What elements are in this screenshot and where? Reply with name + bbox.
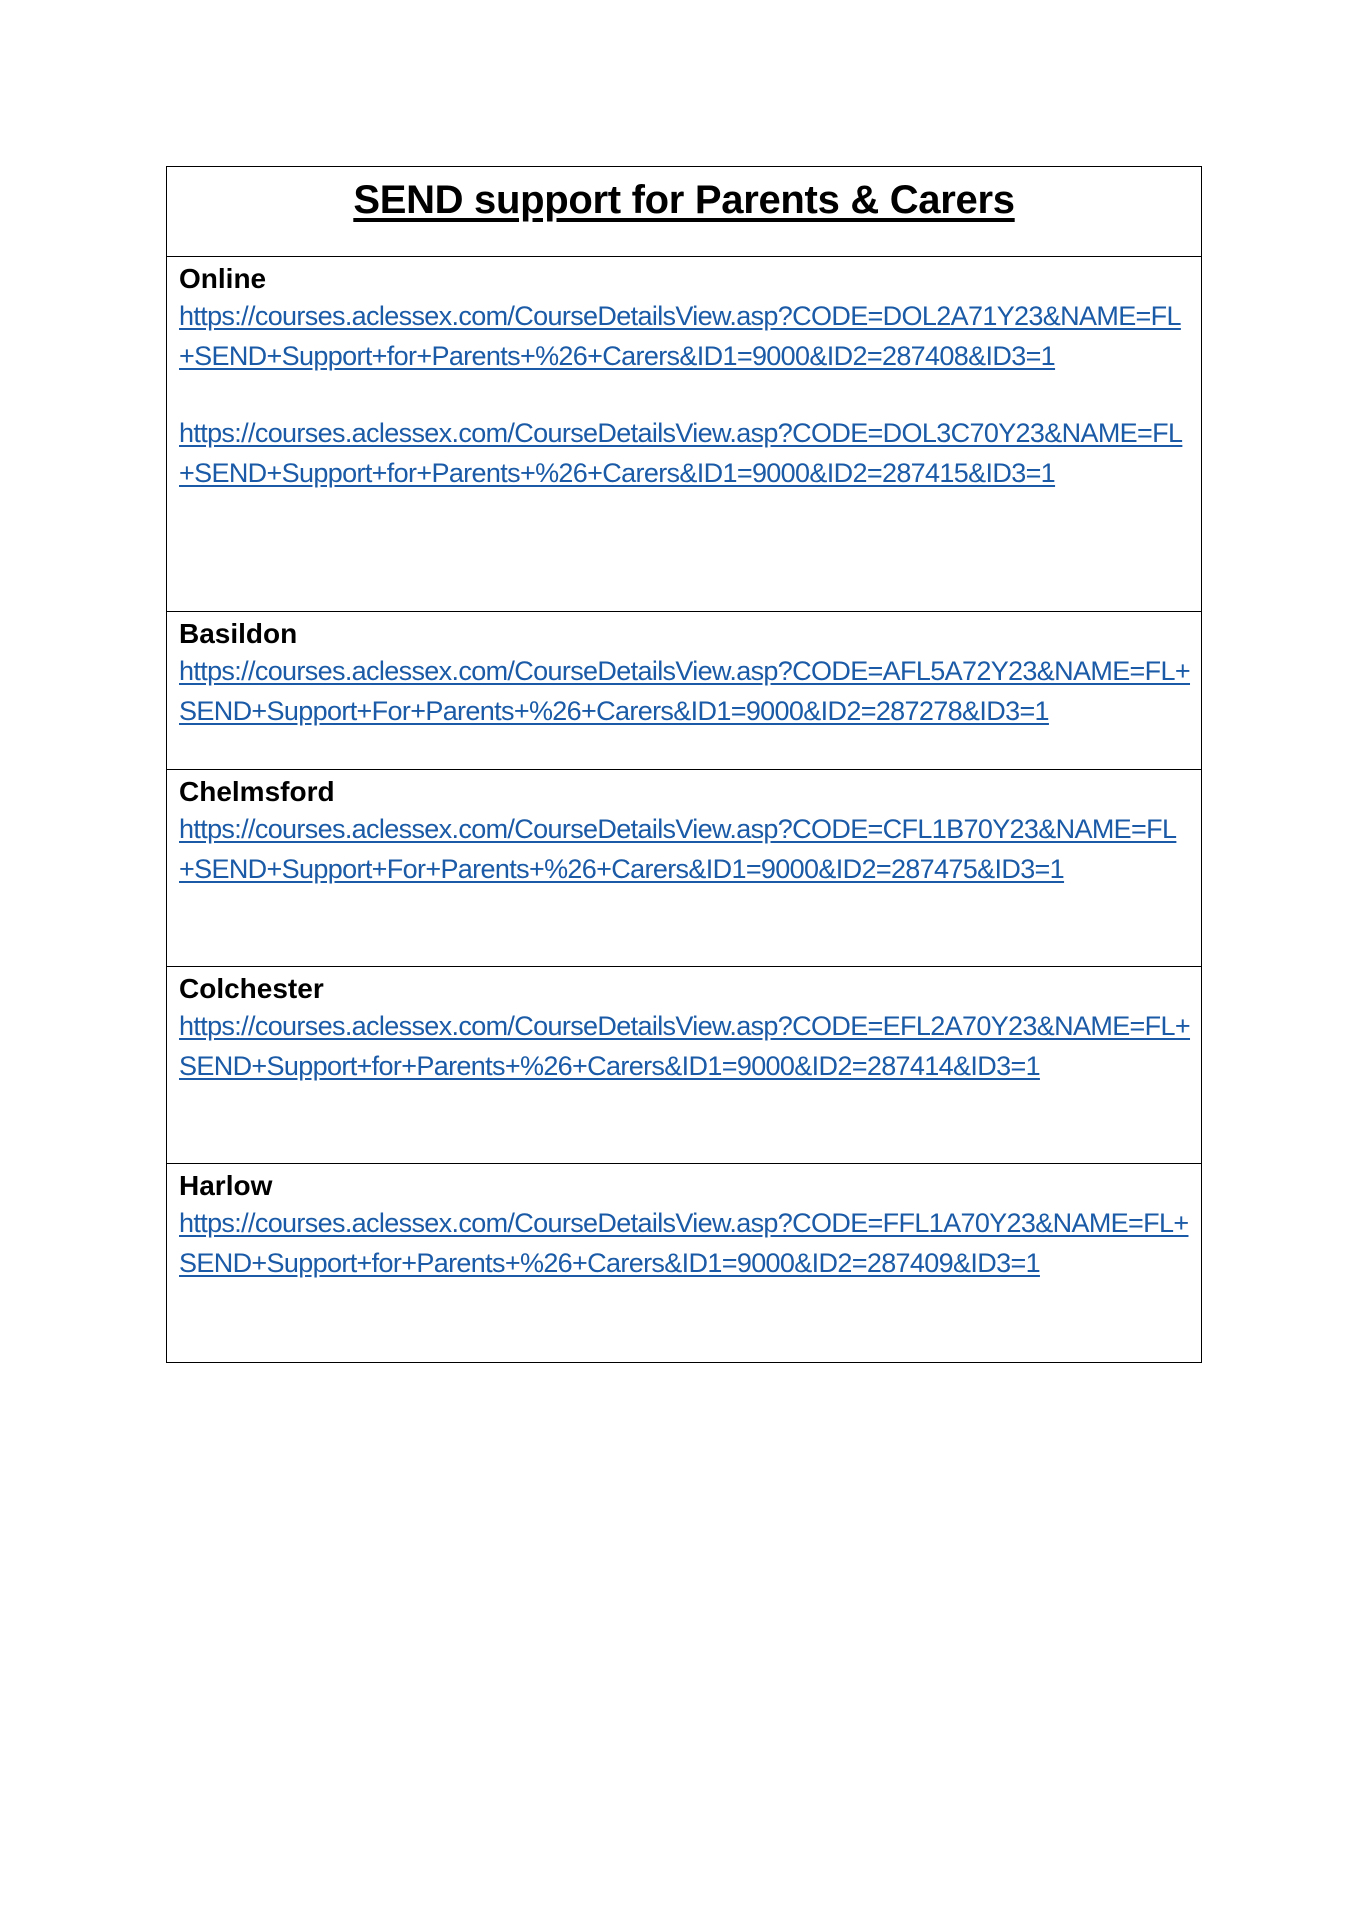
- location-name: Online: [179, 263, 267, 294]
- course-link[interactable]: https://courses.aclessex.com/CourseDetailsView.asp?CODE=AFL5A72Y23&NAME=FL+SEND+Support+For+Parents+%26+Carers&ID1=9000&ID2=287278&ID3=1: [179, 656, 1191, 726]
- location-name: Harlow: [179, 1170, 273, 1201]
- location-row-harlow: [167, 1164, 1201, 1362]
- location-row-chelmsford: [167, 770, 1201, 967]
- course-link[interactable]: https://courses.aclessex.com/CourseDetailsView.asp?CODE=CFL1B70Y23&NAME=FL+SEND+Support+For+Parents+%26+Carers&ID1=9000&ID2=287475&ID3=1: [179, 814, 1177, 884]
- page-title: SEND support for Parents & Carers: [353, 178, 1015, 222]
- location-name: Basildon: [179, 618, 298, 649]
- course-link[interactable]: https://courses.aclessex.com/CourseDetailsView.asp?CODE=DOL2A71Y23&NAME=FL+SEND+Support+for+Parents+%26+Carers&ID1=9000&ID2=287408&ID3=1: [179, 301, 1181, 371]
- location-row-online: [167, 257, 1201, 612]
- course-link[interactable]: https://courses.aclessex.com/CourseDetailsView.asp?CODE=DOL3C70Y23&NAME=FL+SEND+Support+for+Parents+%26+Carers&ID1=9000&ID2=287415&ID3=1: [179, 418, 1183, 488]
- location-name: Chelmsford: [179, 776, 335, 807]
- course-link[interactable]: https://courses.aclessex.com/CourseDetailsView.asp?CODE=EFL2A70Y23&NAME=FL+SEND+Support+for+Parents+%26+Carers&ID1=9000&ID2=287414&ID3=1: [179, 1011, 1191, 1081]
- location-row-colchester: [167, 967, 1201, 1164]
- location-row-basildon: [167, 612, 1201, 770]
- title-cell: [167, 167, 1201, 257]
- course-link[interactable]: https://courses.aclessex.com/CourseDetailsView.asp?CODE=FFL1A70Y23&NAME=FL+SEND+Support+for+Parents+%26+Carers&ID1=9000&ID2=287409&ID3=1: [179, 1208, 1189, 1278]
- course-links-table: [166, 166, 1202, 1363]
- location-name: Colchester: [179, 973, 324, 1004]
